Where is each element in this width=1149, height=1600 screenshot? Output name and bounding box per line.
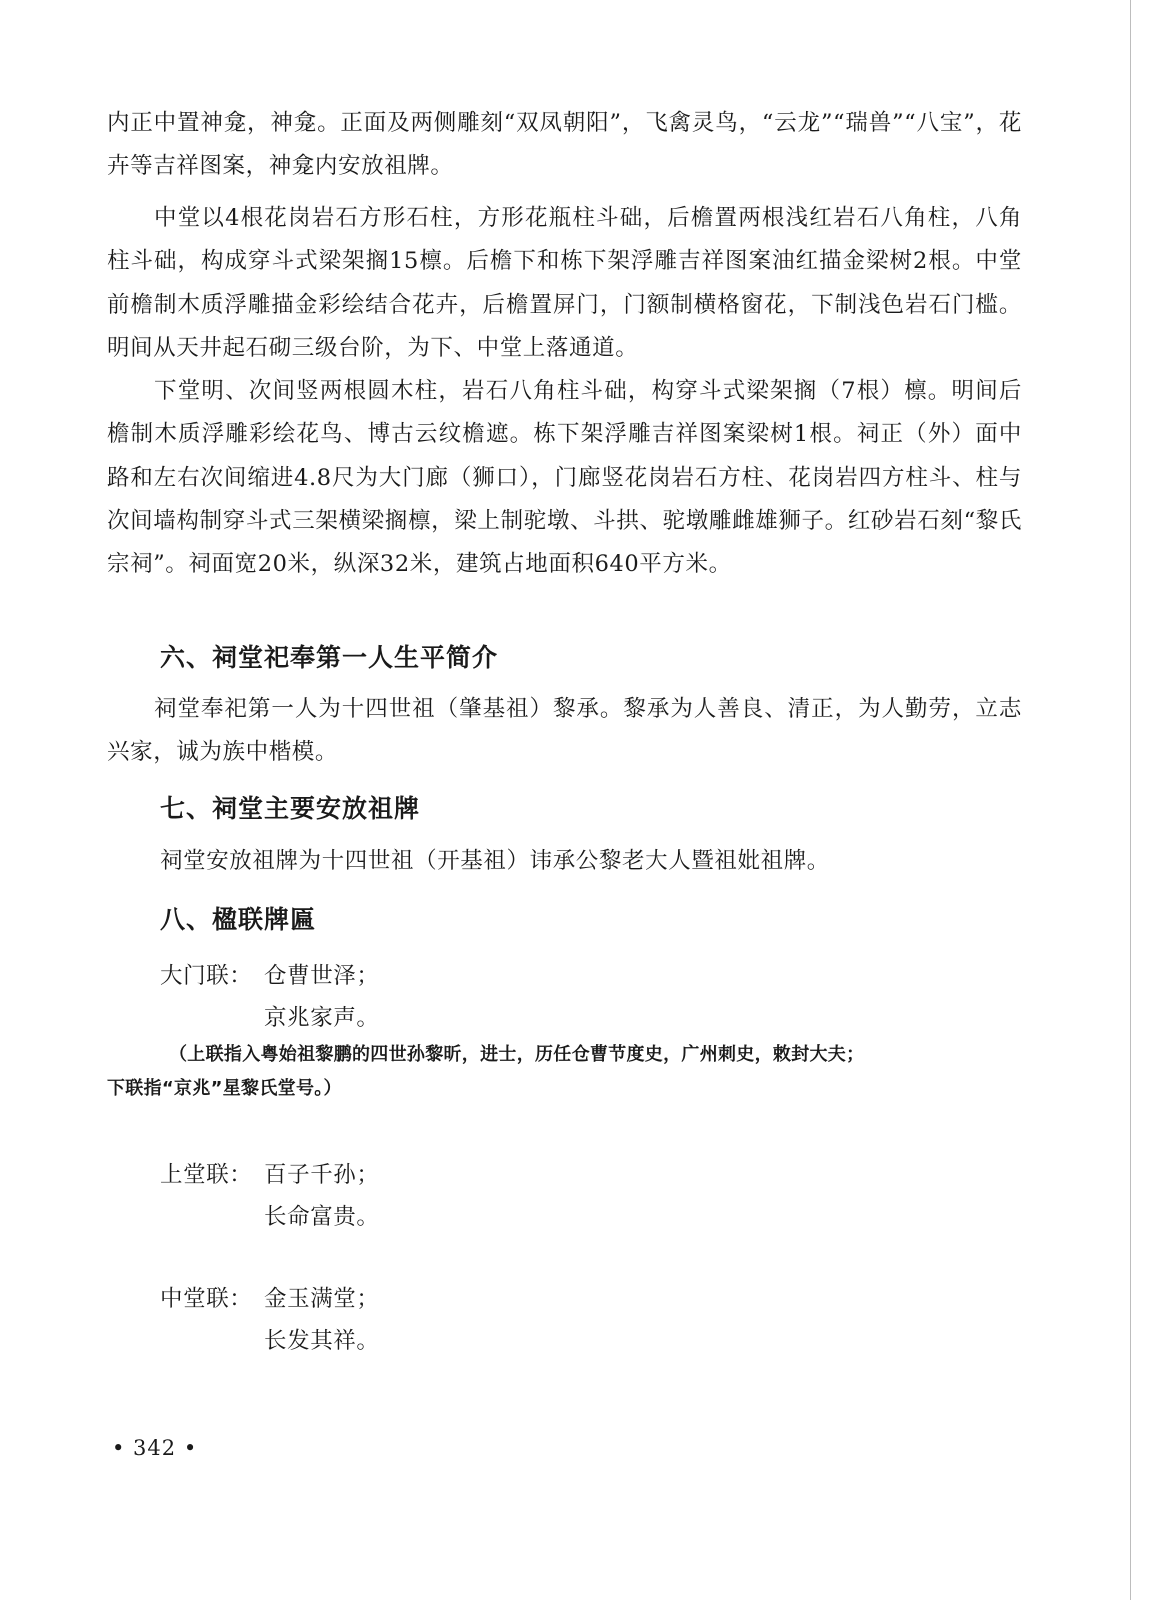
couplet-row <box>160 1278 380 1320</box>
paragraph-lower-hall: 下堂明、次间竖两根圆木柱，岩石八角柱斗础，构穿斗式梁架搁（7根）檩。明间后檐制木质浮雕彩绘花鸟、博古云纹檐遮。栋下架浮雕吉祥图案梁树1根。祠正（外）面中路和左右次间缩进4.8尺为大门廊（狮口），门廊竖花岗岩石方柱、花岗岩四方柱斗、柱与次间墙构制穿斗式三架横梁搁檩，梁上制驼墩、斗拱、驼墩雕雌雄狮子。红砂岩石刻“黎氏宗祠”。祠面宽20米，纵深32米，建筑占地面积640平方米。 <box>107 378 1022 578</box>
annotation-line-1: （上联指入粤始祖黎鹏的四世孙黎昕，进士，历任仓曹节度史，广州刺史，敕封大夫； <box>169 1044 865 1065</box>
section-heading-8: 八、楹联牌匾 <box>160 905 317 934</box>
couplet-first-line: 百子千孙； <box>264 1162 380 1188</box>
couplet-second-line: 长命富贵。 <box>264 1204 380 1230</box>
couplet-row <box>160 997 380 1039</box>
section-heading-7: 七、祠堂主要安放祖牌 <box>160 794 421 823</box>
section-heading-6: 六、祠堂祀奉第一人生平简介 <box>160 643 499 672</box>
page-number: • 342 • <box>112 1436 198 1460</box>
section-body-6: 祠堂奉祀第一人为十四世祖（肇基祖）黎承。黎承为人善良、清正，为人勤劳，立志兴家，诚为族中楷模。 <box>107 696 1022 766</box>
couplet-first-line: 金玉满堂； <box>264 1286 380 1312</box>
couplet-main-gate <box>160 955 380 1039</box>
paragraph-shrine: 内正中置神龛，神龛。正面及两侧雕刻“双凤朝阳”，飞禽灵鸟，“云龙”“瑞兽”“八宝”，花卉等吉祥图案，神龛内安放祖牌。 <box>107 110 1022 180</box>
couplet-second-line: 京兆家声。 <box>264 1005 380 1031</box>
couplet-row <box>160 955 380 997</box>
scan-edge-line <box>1130 0 1131 1600</box>
couplet-middle-hall <box>160 1278 380 1362</box>
couplet-annotation <box>107 1038 1032 1106</box>
couplet-row <box>160 1154 380 1196</box>
couplet-label: 中堂联： <box>160 1286 253 1312</box>
couplet-upper-hall <box>160 1154 380 1238</box>
couplet-row <box>160 1320 380 1362</box>
annotation-line-2: 下联指“京兆”星黎氏堂号。） <box>107 1078 342 1099</box>
couplet-row <box>160 1196 380 1238</box>
section-body-7: 祠堂安放祖牌为十四世祖（开基祖）讳承公黎老大人暨祖妣祖牌。 <box>160 848 830 874</box>
couplet-second-line: 长发其祥。 <box>264 1328 380 1354</box>
couplet-first-line: 仓曹世泽； <box>264 963 380 989</box>
couplet-label: 大门联： <box>160 963 253 989</box>
couplet-label: 上堂联： <box>160 1162 253 1188</box>
paragraph-middle-hall: 中堂以4根花岗岩石方形石柱，方形花瓶柱斗础，后檐置两根浅红岩石八角柱，八角柱斗础，构成穿斗式梁架搁15檩。后檐下和栋下架浮雕吉祥图案油红描金梁树2根。中堂前檐制木质浮雕描金彩绘结合花卉，后檐置屏门，门额制横格窗花，下制浅色岩石门槛。明间从天井起石砌三级台阶，为下、中堂上落通道。 <box>107 205 1022 361</box>
